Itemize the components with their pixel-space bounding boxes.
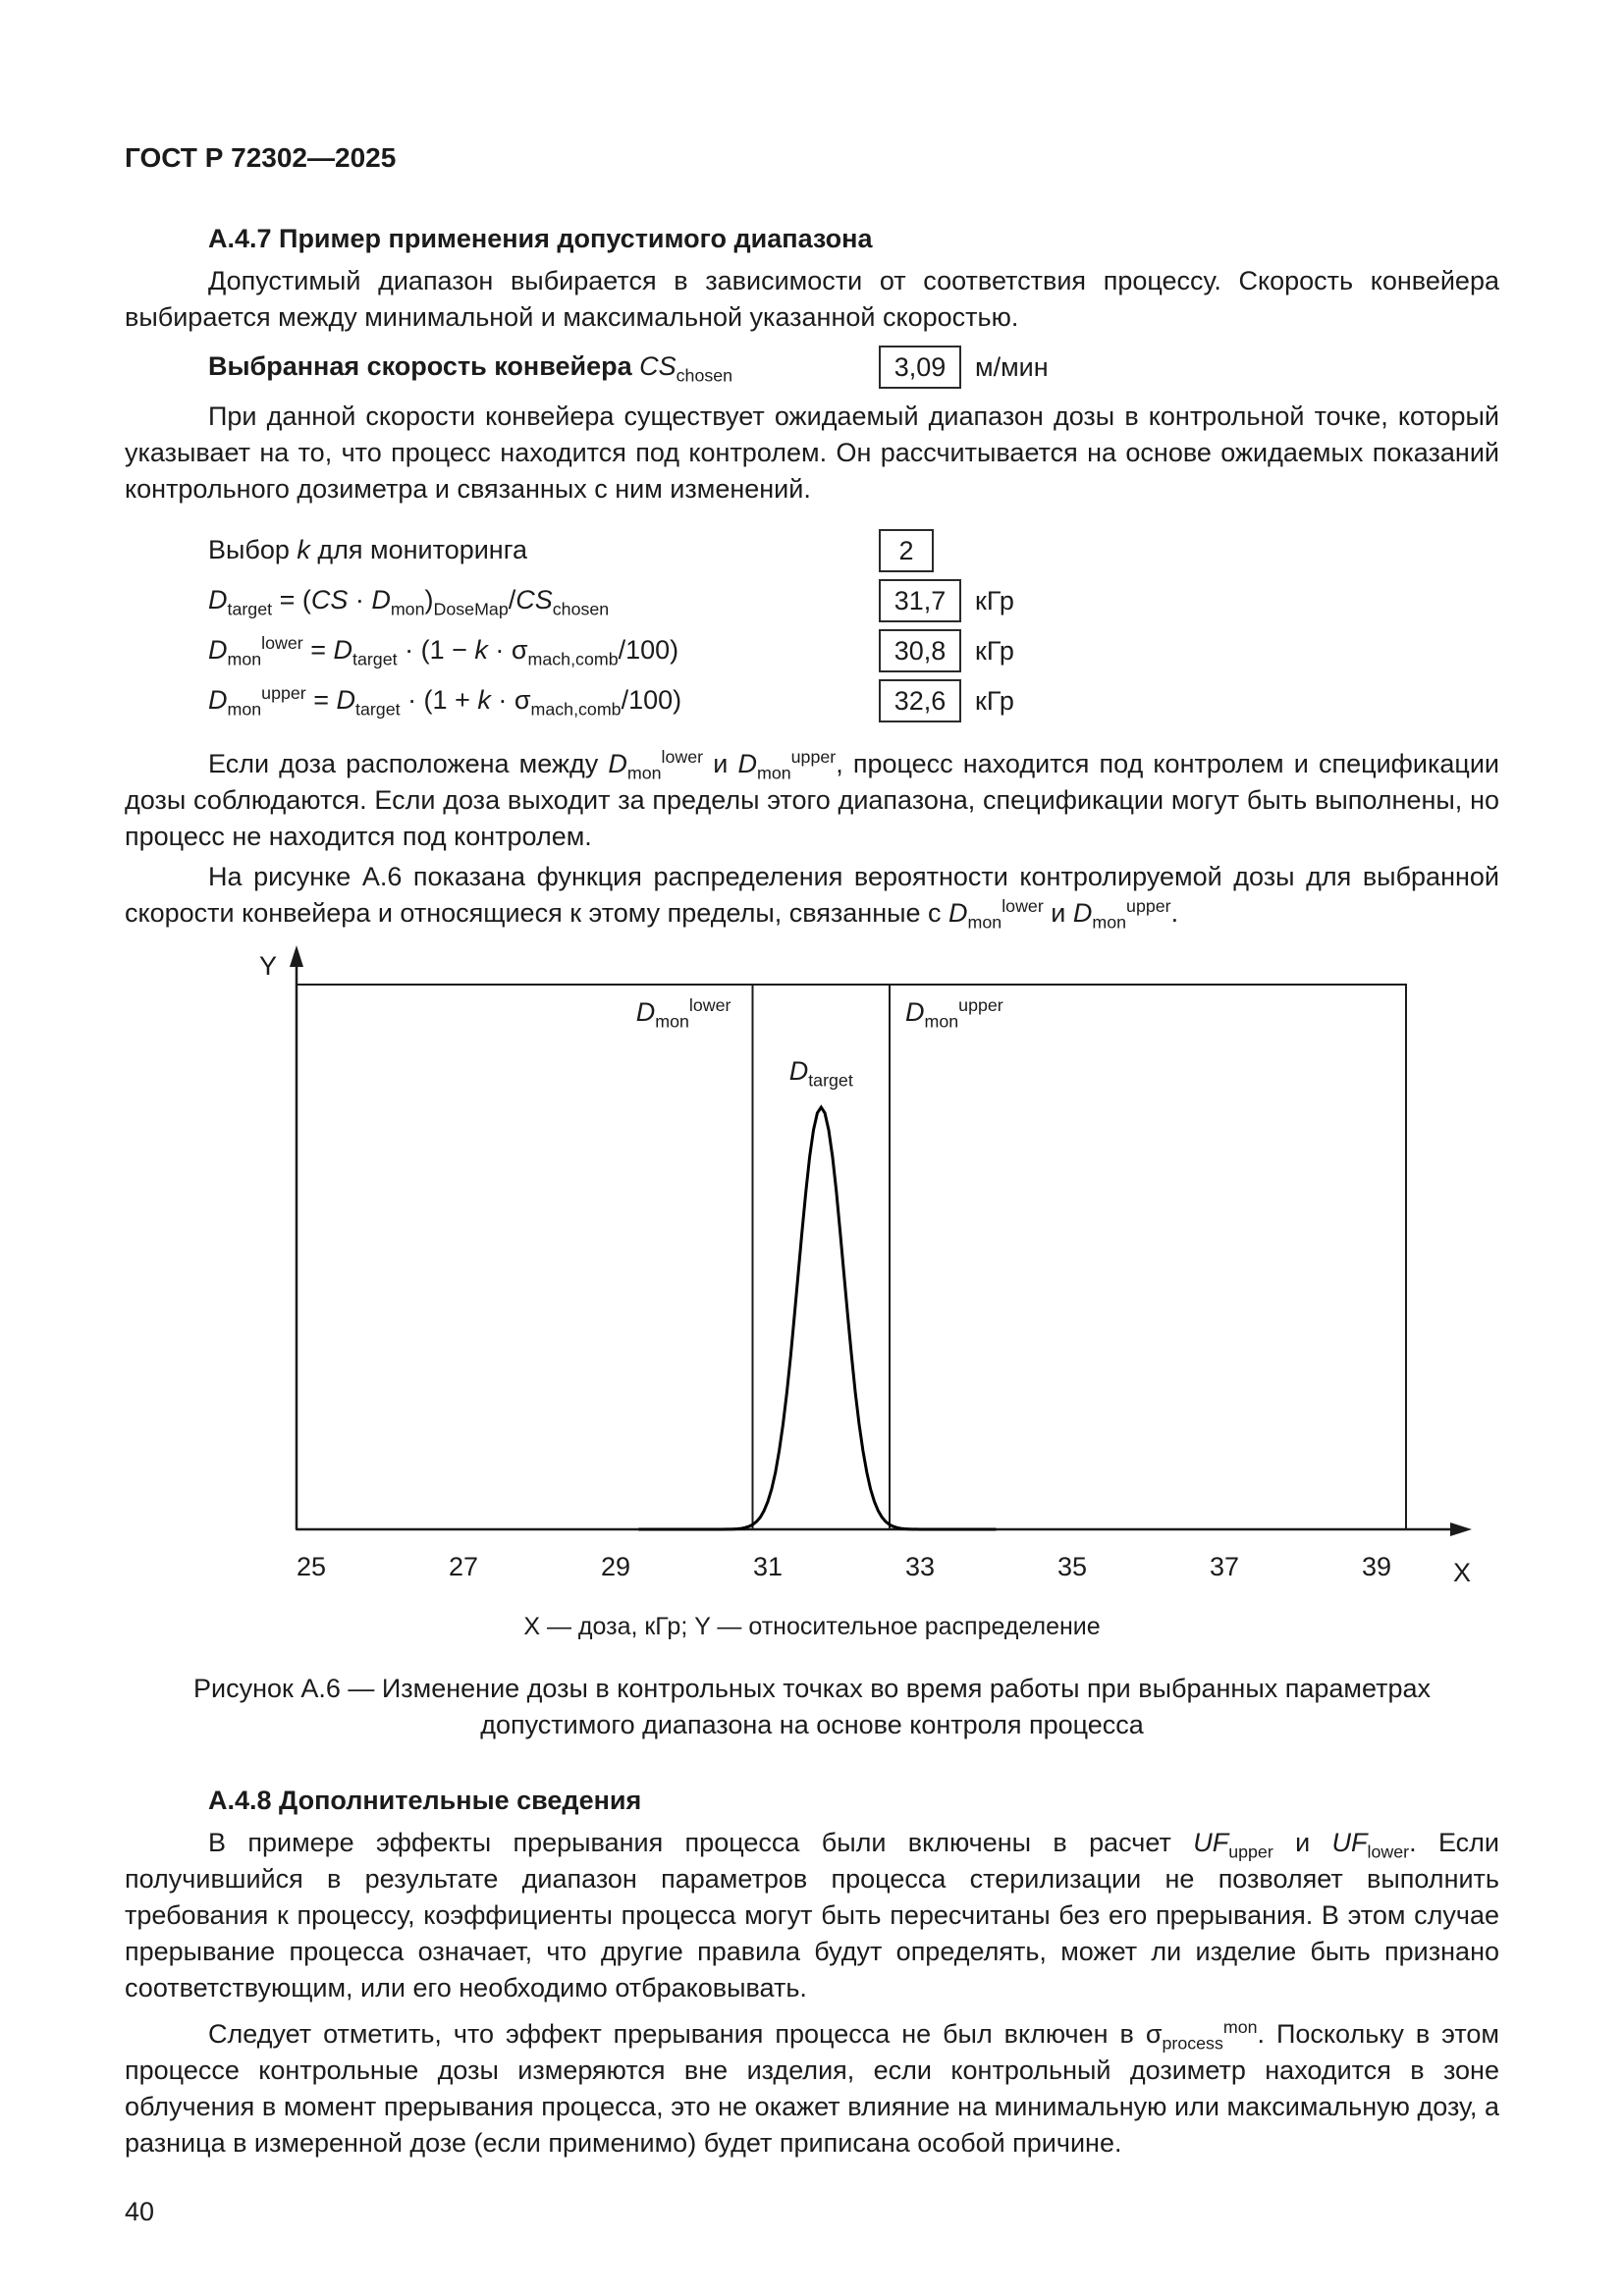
formula-dmon-upper-value-box: 32,6 [879,679,961,722]
formula-dmon-upper-unit: кГр [975,685,1014,716]
formula-k-value-box: 2 [879,529,934,572]
paragraph-a47-3: Если доза расположена между $D_{mon}^{lower}$ и $D_{mon}^{upper}$, процесс находится под контролем и спецификации дозы соблюдаются. Если доза выходит за пределы этого диапазона, спецификации могут быть выполнены, но процесс не находится под контролем. [125,747,1499,851]
formula-dmon-upper-label: $D_{mon}^{upper} = D_{target} \cdot (1 + k \cdot \sigma_{mach,comb}/100)$ [208,683,682,720]
x-tick-label: 39 [1361,1552,1392,1581]
document-header: ГОСТ Р 72302—2025 [125,142,397,173]
y-axis-label: Y [258,951,278,981]
section-a47-heading: А.4.7 Пример применения допустимого диапазона [208,224,873,253]
x-tick-label: 33 [904,1552,936,1581]
formula-dmon-lower-value-box: 30,8 [879,629,961,672]
x-tick-label: 35 [1056,1552,1088,1581]
x-tick-label: 31 [752,1552,784,1581]
x-tick-label: 27 [448,1552,479,1581]
x-tick-label: 37 [1209,1552,1240,1581]
formula-k-label: Выбор k для мониторинга [208,535,527,565]
formula-dmon-lower-unit: кГр [975,635,1014,666]
paragraph-a48-1: В примере эффекты прерывания процесса были включены в расчет $UF_{upper}$ и $UF_{lower}$. Если получившийся в результате диапазон параметров процесса стерилизации не позволяет выполнить требования к процессу, коэффициенты процесса могут быть пересчитаны без его прерывания. В этом случае прерывание процесса означает, что другие правила будут определять, может ли изделие быть признано соответствующим, или его необходимо отбраковывать. [125,1828,1499,2002]
figure-a6 [184,945,1499,1593]
figure-a6-caption: Рисунок А.6 — Изменение дозы в контрольных точках во время работы при выбранных параметрах допустимого диапазона на основе контроля процесса [193,1674,1431,1739]
formula-dtarget-label: $D_{target} = (CS \cdot D_{mon})_{DoseMap}/CS_{chosen}$ [208,585,610,619]
x-tick-label: 29 [600,1552,631,1581]
x-tick-label: 25 [296,1552,327,1581]
formula-dtarget-unit: кГр [975,585,1014,615]
conveyor-speed-unit: м/мин [975,351,1049,382]
formula-row-dmon-lower [208,629,1499,672]
y-axis-arrow-icon [290,945,303,967]
formula-dmon-lower-label: $D_{mon}^{lower} = D_{target} \cdot (1 - k \cdot \sigma_{mach,comb}/100)$ [208,633,679,669]
formula-dtarget-value-box: 31,7 [879,579,961,622]
conveyor-speed-value-box: 3,09 [879,346,961,389]
formula-row-dmon-upper [208,679,1499,722]
figure-a6-chart [184,945,1499,1593]
paragraph-a47-4: На рисунке А.6 показана функция распределения вероятности контролируемой дозы для выбранной скорости конвейера и относящиеся к этому пределы, связанные с $D_{mon}^{lower}$ и $D_{mon}^{upper}$. [125,862,1499,933]
dmon-lower-annotation: $D_{mon}^{lower}$ [635,995,731,1032]
section-a48-heading: А.4.8 Дополнительные сведения [208,1786,642,1815]
x-axis-label: Х [1452,1558,1472,1587]
paragraph-a47-2: При данной скорости конвейера существует ожидаемый диапазон дозы в контрольной точке, который указывает на то, что процесс находится под контролем. Он рассчитывается на основе ожидаемых показаний контрольного дозиметра и связанных с ним изменений. [125,401,1499,504]
formula-row-dtarget [208,579,1499,622]
dmon-upper-annotation: $D_{mon}^{upper}$ [905,995,1003,1032]
formulas-block [125,529,1499,722]
conveyor-speed-row [208,346,1499,389]
dtarget-annotation: $D_{target}$ [788,1056,853,1091]
figure-axis-note: Х — доза, кГр; Y — относительное распределение [523,1613,1101,1640]
page-number: 40 [125,2197,155,2226]
conveyor-speed-label: Выбранная скорость конвейера $CS_{chosen}$ [208,351,733,386]
formula-row-k [208,529,1499,572]
paragraph-a48-2: Следует отметить, что эффект прерывания процесса не был включен в $\sigma_{process}^{mon}$. Поскольку в этом процессе контрольные дозы измеряются вне изделия, если контрольный дозиметр находится в зоне облучения в момент прерывания процесса, это не окажет влияние на минимальную или максимальную дозу, а разница в измеренной дозе (если применимо) будет приписана особой причине. [125,2017,1499,2158]
paragraph-a47-1: Допустимый диапазон выбирается в зависимости от соответствия процессу. Скорость конвейера выбирается между минимальной и максимальной указанной скоростью. [125,266,1499,332]
distribution-curve [638,1107,996,1529]
x-axis-arrow-icon [1450,1522,1472,1536]
